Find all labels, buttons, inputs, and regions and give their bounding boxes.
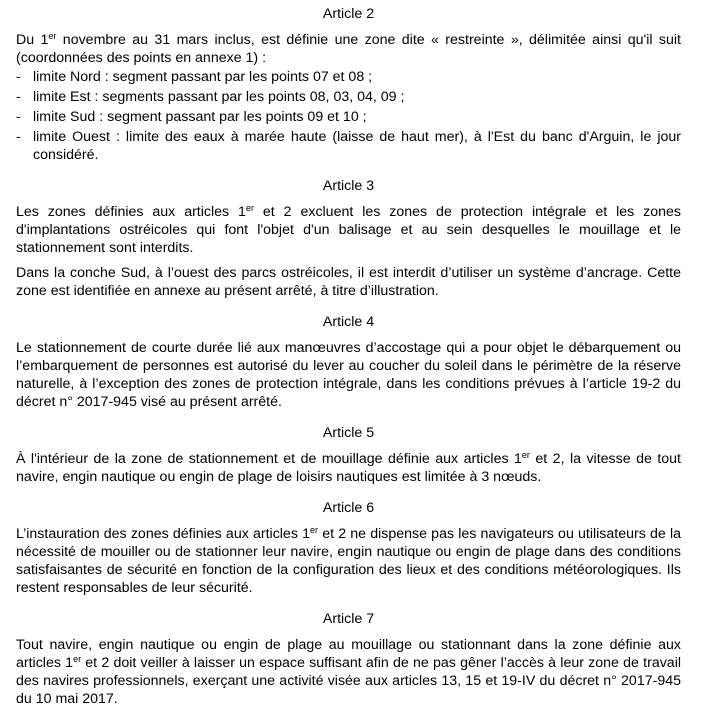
ordinal-superscript: er xyxy=(245,203,254,213)
article-6-section xyxy=(16,499,681,597)
article-4-section xyxy=(16,313,681,411)
limit-item-sud xyxy=(16,108,681,126)
article-5-title: Article 5 xyxy=(322,425,375,441)
article-2-intro-end: novembre au 31 mars inclus, est définie une zone dite « restreinte », délimitée ainsi qu'il suit (coordonnées des points en annexe 1) : xyxy=(16,32,681,66)
article-7-p1-end: et 2 doit veiller à laisser un espace suffisant afin de ne pas gêner l’accès à leur zone de travail des navires professionnels, exerçant une activité visée aux articles 13, 15 et 19-IV du décret n° 2017-945 du 10 mai 2017. xyxy=(16,655,681,707)
article-5-paragraph xyxy=(16,450,681,486)
article-4-title: Article 4 xyxy=(322,314,375,330)
article-5-p1-end: et 2, la vitesse de tout navire, engin nautique ou engin de plage de loisirs nautiques est limitée à 3 nœuds. xyxy=(16,451,681,485)
article-3-section xyxy=(16,177,681,300)
limit-item-text: limite Est : segments passant par les points 08, 03, 04, 09 ; xyxy=(33,89,405,105)
article-3-p1-end: et 2 excluent les zones de protection intégrale et les zones d'implantations ostréicoles qui font l'objet d'un balisage et au sein desquelles le mouillage et le stationnement sont interdits. xyxy=(16,204,681,256)
article-6-p1-start: L’instauration des zones définies aux articles 1 xyxy=(16,526,310,542)
article-3-title: Article 3 xyxy=(322,178,375,194)
article-4-paragraph: Le stationnement de courte durée lié aux manœuvres d’accostage qui a pour objet le débarquement ou l’embarquement de personnes est autorisé du lever au coucher du soleil dans le périmètre de la réserve naturelle, à l’exception des zones de protection intégrale, dans les conditions prévues à l’article 19-2 du décret n° 2017-945 visé au présent arrêté. xyxy=(16,340,681,410)
article-5-p1-start: À l'intérieur de la zone de stationnement et de mouillage définie aux articles 1 xyxy=(16,451,522,467)
article-6-p1-end: et 2 ne dispense pas les navigateurs ou utilisateurs de la nécessité de mouiller ou de stationner leur navire, engin nautique ou engin de plage dans des conditions satisfaisantes de sécurité en fonction de la configuration des lieux et des conditions météorologiques. Ils restent responsables de leur sécurité. xyxy=(16,526,681,596)
article-2-intro-start: Du 1 xyxy=(16,32,49,48)
dash-bullet: - xyxy=(16,69,21,85)
limit-item-text: limite Sud : segment passant par les points 09 et 10 ; xyxy=(33,109,367,125)
article-5-section xyxy=(16,424,681,486)
dash-bullet: - xyxy=(16,89,21,105)
ordinal-superscript: er xyxy=(521,450,530,460)
article-7-title: Article 7 xyxy=(322,611,375,627)
article-2-section xyxy=(16,5,681,164)
article-6-paragraph xyxy=(16,525,681,597)
dash-bullet: - xyxy=(16,129,21,145)
article-2-intro xyxy=(16,31,681,67)
article-3-p1-start: Les zones définies aux articles 1 xyxy=(16,204,246,220)
article-2-title: Article 2 xyxy=(322,6,375,22)
article-7-section xyxy=(16,610,681,708)
limit-item-nord xyxy=(16,68,681,86)
article-7-p1-start: Tout navire, engin nautique ou engin de plage au mouillage ou stationnant dans la zone définie aux articles 1 xyxy=(16,637,681,671)
limit-item-est xyxy=(16,88,681,106)
ordinal-superscript: er xyxy=(48,31,57,41)
limit-item-text: limite Ouest : limite des eaux à marée haute (laisse de haut mer), à l'Est du banc d'Arguin, le jour considéré. xyxy=(33,129,681,163)
ordinal-superscript: er xyxy=(73,654,82,664)
article-7-paragraph xyxy=(16,636,681,708)
article-6-title: Article 6 xyxy=(322,500,375,516)
limit-item-ouest xyxy=(16,128,681,164)
article-3-paragraph-1 xyxy=(16,203,681,257)
dash-bullet: - xyxy=(16,109,21,125)
document-page xyxy=(16,0,681,708)
limits-list xyxy=(16,68,681,164)
ordinal-superscript: er xyxy=(310,525,319,535)
limit-item-text: limite Nord : segment passant par les points 07 et 08 ; xyxy=(33,69,373,85)
article-3-paragraph-2: Dans la conche Sud, à l’ouest des parcs ostréicoles, il est interdit d’utiliser un système d’ancrage. Cette zone est identifiée en annexe au présent arrêté, à titre d’illustration. xyxy=(16,265,681,299)
